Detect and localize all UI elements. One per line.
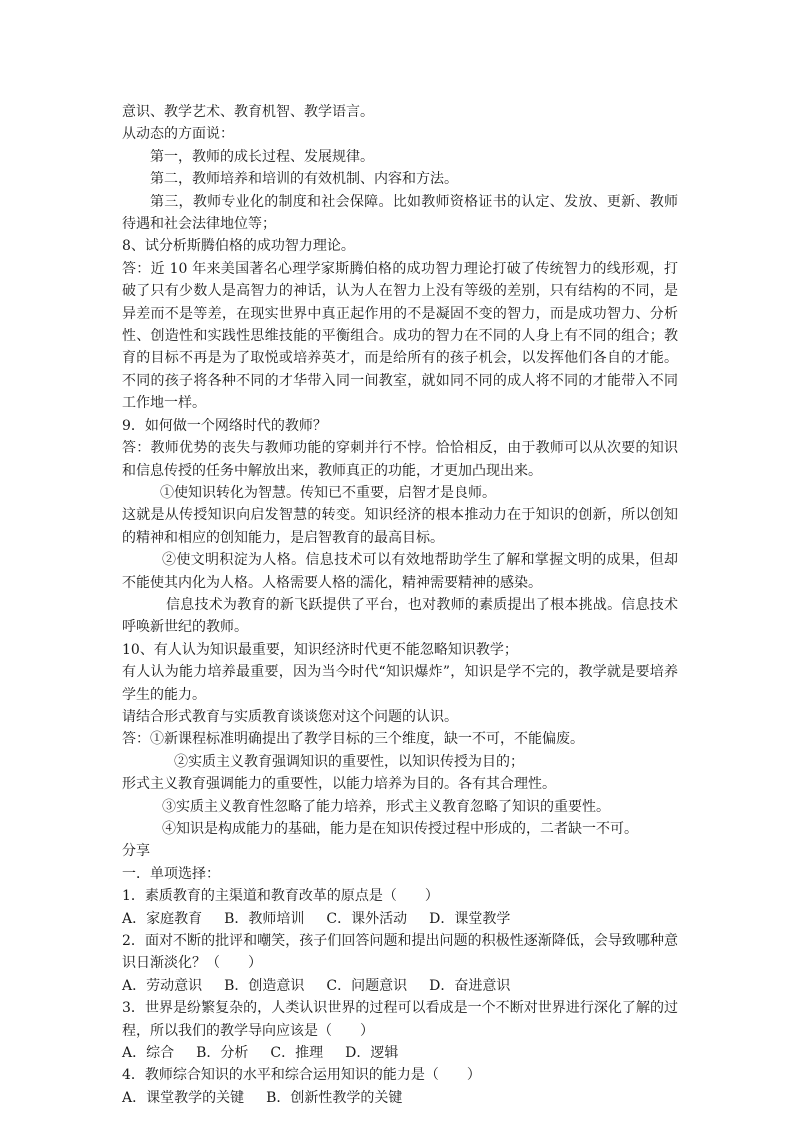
answer-paragraph: 答：近 10 年来美国著名心理学家斯腾伯格的成功智力理论打破了传统智力的线形观，打破了只有少数人是高智力的神话，认为人在智力上没有等级的差别，只有结构的不同，是异差而不是等差，在现实世界中真正起作用的不是凝固不变的智力，而是成功智力、分析性、创造性和实践性思维技能的平衡组合。成功的智力在不同的人身上有不同的组合；教育的目标不再是为了取悦或培养英才，而是给所有的孩子机会，以发挥他们各自的才能。不同的孩子将各种不同的才华带入同一间教室，就如同不同的成人将不同的才能带入不同工作地一样。 (122, 260, 678, 412)
text-paragraph: 信息技术为教育的新飞跃提供了平台，也对教师的素质提出了根本挑战。信息技术呼唤新世纪的教师。 (122, 596, 678, 636)
question-4-options (122, 1087, 678, 1109)
option-b: B．分析 (196, 1045, 249, 1062)
question-heading: 9．如何做一个网络时代的教师？ (122, 417, 327, 434)
question-3: 3．世界是纷繁复杂的，人类认识世界的过程可以看成是一个不断对世界进行深化了解的过程，所以我们的教学导向应该是（ ） (122, 1000, 678, 1039)
option-b: B．创造意识 (224, 977, 305, 994)
question-1-options (122, 908, 678, 930)
text-line: 形式主义教育强调能力的重要性，以能力培养为目的。各有其合理性。 (122, 776, 556, 793)
answer-line: 答：①新课程标准明确提出了教学目标的三个维度，缺一不可，不能偏废。 (122, 731, 584, 748)
text-line: ③实质主义教育性忽略了能力培养，形式主义教育忽略了知识的重要性。 (162, 798, 610, 815)
text-line: ②实质主义教育强调知识的重要性，以知识传授为目的； (174, 753, 524, 770)
option-d: D．课堂教学 (429, 910, 511, 927)
question-4: 4．教师综合知识的水平和综合运用知识的能力是（ ） (122, 1067, 481, 1084)
option-d: D．逻辑 (345, 1045, 399, 1062)
question-1: 1．素质教育的主渠道和教育改革的原点是（ ） (122, 888, 439, 905)
option-c: C．课外活动 (326, 910, 408, 927)
document-page (122, 101, 678, 1109)
text-paragraph: 第三，教师专业化的制度和社会保障。比如教师资格证书的认定、发放、更新、教师待遇和社会法律地位等； (122, 193, 678, 233)
text-line: ④知识是构成能力的基础，能力是在知识传授过程中形成的，二者缺一不可。 (162, 821, 638, 837)
section-label: 分享 (122, 843, 150, 860)
text-line: 第二，教师培养和培训的有效机制、内容和方法。 (150, 171, 458, 188)
text-paragraph: 有人认为能力培养最重要，因为当今时代“知识爆炸”，知识是学不完的，教学就是要培养学生的能力。 (122, 664, 678, 703)
question-heading: 8、试分析斯腾伯格的成功智力理论。 (122, 238, 355, 255)
question-3-options (122, 1042, 678, 1064)
option-c: C．推理 (270, 1045, 324, 1062)
text-paragraph: ②使文明积淀为人格。信息技术可以有效地帮助学生了解和掌握文明的成果，但却不能使其内化为人格。人格需要人格的濡化，精神需要精神的感染。 (122, 552, 678, 591)
answer-paragraph: 答：教师优势的丧失与教师功能的穿刺并行不悖。恰恰相反，由于教师可以从次要的知识和信息传授的任务中解放出来，教师真正的功能，才更加凸现出来。 (122, 440, 678, 479)
text-paragraph: 这就是从传授知识向启发智慧的转变。知识经济的根本推动力在于知识的创新，所以创知的精神和相应的创知能力，是启智教育的最高目标。 (122, 507, 678, 546)
option-d: D．奋进意识 (429, 977, 511, 994)
option-c: C．问题意识 (326, 977, 408, 994)
text-line: 从动态的方面说： (122, 126, 234, 143)
option-a: A．劳动意识 (122, 977, 203, 994)
text-line: 请结合形式教育与实质教育谈谈您对这个问题的认识。 (122, 708, 458, 725)
text-line: ①使知识转化为智慧。传知已不重要，启智才是良师。 (160, 484, 496, 501)
option-a: A．课堂教学的关键 (122, 1089, 245, 1106)
question-2: 2．面对不断的批评和嘲笑，孩子们回答问题和提出问题的积极性逐渐降低，会导致哪种意识日渐淡化？（ ） (122, 933, 678, 972)
text-line: 意识、教学艺术、教育机智、教学语言。 (122, 104, 374, 120)
option-a: A．家庭教育 (122, 910, 203, 927)
option-b: B．创新性教学的关键 (266, 1089, 403, 1106)
question-heading: 10、有人认为知识最重要，知识经济时代更不能忽略知识教学； (122, 641, 518, 658)
option-b: B．教师培训 (224, 910, 305, 927)
section-heading: 一．单项选择： (122, 865, 220, 882)
option-a: A．综合 (122, 1045, 175, 1062)
text-line: 第一，教师的成长过程、发展规律。 (150, 148, 374, 165)
question-2-options (122, 975, 678, 997)
